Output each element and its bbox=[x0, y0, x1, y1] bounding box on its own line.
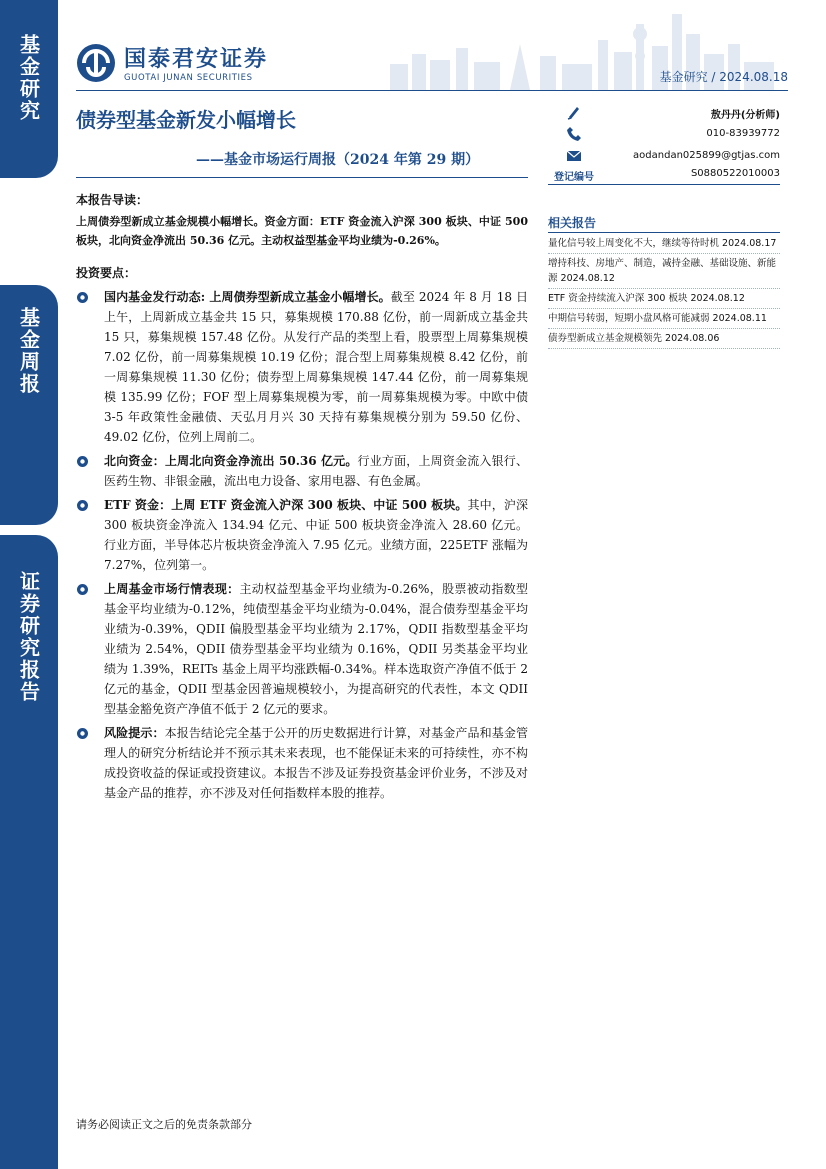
point-body: 其中，沪深 300 板块资金净流入 134.94 亿元、中证 500 板块资金净流入 28.60 亿元。行业方面，半导体芯片板块资金净流入 7.95 亿元。业绩方面，225ETF 涨幅为 7.27%，位列第一。 bbox=[104, 498, 528, 572]
sidebar-tab-securities-report bbox=[0, 535, 58, 1169]
analyst-email-row bbox=[548, 148, 780, 164]
point-body: 行业方面，上周资金流入银行、医药生物、非银金融，流出电力设备、家用电器、有色金属。 bbox=[104, 454, 528, 488]
point-lead: ETF 资金：上周 ETF 资金流入沪深 300 板块、中证 500 板块。 bbox=[104, 498, 468, 512]
point-item-risk bbox=[76, 723, 528, 803]
report-date: 2024.08.18 bbox=[719, 70, 788, 84]
registration-number: S0880522010003 bbox=[690, 168, 780, 179]
related-report-item[interactable]: 增持科技、房地产、制造，减持金融、基础设施、新能源 2024.08.12 bbox=[548, 254, 780, 289]
pen-icon bbox=[566, 104, 582, 120]
analyst-phone-row bbox=[548, 126, 780, 142]
point-item-northbound bbox=[76, 451, 528, 491]
bullet-icon bbox=[76, 499, 89, 512]
point-item-etf bbox=[76, 495, 528, 575]
point-lead: 上周基金市场行情表现： bbox=[104, 582, 240, 596]
title-divider bbox=[76, 177, 528, 178]
related-report-item[interactable]: 量化信号较上周变化不大，继续等待时机 2024.08.17 bbox=[548, 234, 780, 254]
report-title: 债券型基金新发小幅增长 bbox=[76, 108, 296, 132]
sidebar-top-label: 基金研究 bbox=[16, 34, 41, 122]
mail-icon bbox=[566, 148, 582, 164]
related-report-item[interactable]: 中期信号转弱，短期小盘风格可能减弱 2024.08.11 bbox=[548, 309, 780, 329]
analyst-phone: 010-83939772 bbox=[706, 128, 780, 139]
point-item-fund-issuance bbox=[76, 287, 528, 447]
sidebar-tab-fund-weekly bbox=[0, 285, 58, 525]
analyst-name: 敖丹丹(分析师) bbox=[710, 110, 780, 121]
point-lead: 国内基金发行动态: 上周债券型新成立基金小幅增长。 bbox=[104, 290, 391, 304]
header-meta bbox=[660, 68, 788, 85]
point-lead: 北向资金：上周北向资金净流出 50.36 亿元。 bbox=[104, 454, 358, 468]
guide-heading: 本报告导读： bbox=[76, 193, 149, 207]
company-logo bbox=[76, 42, 268, 83]
analyst-email[interactable]: aodandan025899@gtjas.com bbox=[633, 150, 780, 161]
point-body: 截至 2024 年 8 月 18 日上午，上周新成立基金共 15 只，募集规模 170.88 亿份，前一周新成立基金共 15 只，募集规模 157.48 亿份。从发行产品的类型上看，股票型上周募集规模 7.02 亿份，前一周募集规模 10.19 亿份；混合型上周募集规模 8.42 亿份，前一周募集规模 11.30 亿份；债券型上周募集规模 147.44 亿份，前一周募集规模 135.99 亿份；FOF 型上周募集规模为零，前一周募集规模为零。中欧中债 3-5 年政策性金融债、天弘月月兴 30 天持有募集规模分别为 59.50 亿份、49.02 亿份，位列上周前二。 bbox=[104, 290, 528, 444]
bullet-icon bbox=[76, 583, 89, 596]
related-reports-list bbox=[548, 234, 780, 349]
related-divider bbox=[548, 232, 780, 233]
point-body: 主动权益型基金平均业绩为-0.26%，股票被动指数型基金平均业绩为-0.12%，纯债型基金平均业绩为-0.04%，混合债券型基金平均业绩为-0.39%，QDII 偏股型基金平均业绩为 2.17%，QDII 指数型基金平均业绩为 2.54%，QDII 债券型基金平均业绩为 0.16%，QDII 另类基金平均业绩为 1.39%，REITs 基金上周平均涨跌幅-0.34%。样本选取资产净值不低于 2 亿元的基金，QDII 型基金因普遍规模较小，为提高研究的代表性，本文 QDII 型基金豁免资产净值不低于 2 亿元的要求。 bbox=[104, 582, 528, 716]
report-subtitle: ——基金市场运行周报（2024 年第 29 期） bbox=[196, 152, 480, 168]
guide-text: 上周债券型新成立基金规模小幅增长。资金方面：ETF 资金流入沪深 300 板块、中证 500 板块，北向资金净流出 50.36 亿元。主动权益型基金平均业绩为-0.26%。 bbox=[76, 215, 528, 247]
bullet-icon bbox=[76, 291, 89, 304]
points-heading: 投资要点： bbox=[76, 266, 137, 280]
related-heading: 相关报告 bbox=[548, 216, 597, 230]
report-category: 基金研究 bbox=[659, 70, 708, 84]
phone-icon bbox=[566, 126, 582, 142]
analyst-divider bbox=[548, 184, 780, 185]
meta-separator: / bbox=[711, 70, 720, 84]
sidebar-bottom-label: 证券研究报告 bbox=[16, 571, 41, 703]
bullet-icon bbox=[76, 727, 89, 740]
logo-icon bbox=[76, 43, 116, 83]
point-body: 本报告结论完全基于公开的历史数据进行计算，对基金产品和基金管理人的研究分析结论并不预示其未来表现，也不能保证未来的可持续性，亦不构成投资收益的保证或投资建议。本报告不涉及证券投资基金评价业务，不涉及对基金产品的推荐，亦不涉及对任何指数样本股的推荐。 bbox=[104, 726, 528, 800]
sidebar-middle-label: 基金周报 bbox=[16, 307, 41, 395]
related-report-item[interactable]: ETF 资金持续流入沪深 300 板块 2024.08.12 bbox=[548, 289, 780, 309]
bullet-icon bbox=[76, 455, 89, 468]
related-report-item[interactable]: 债券型新成立基金规模领先 2024.08.06 bbox=[548, 329, 780, 349]
logo-en-text: GUOTAI JUNAN SECURITIES bbox=[124, 73, 253, 83]
disclaimer-footer: 请务必阅读正文之后的免责条款部分 bbox=[76, 1118, 252, 1131]
sidebar-tab-fund-research bbox=[0, 0, 58, 178]
point-item-market-performance bbox=[76, 579, 528, 719]
investment-points bbox=[76, 287, 528, 807]
analyst-name-row bbox=[548, 104, 780, 120]
registration-label: 登记编号 bbox=[554, 172, 594, 183]
header-divider bbox=[76, 90, 788, 91]
logo-cn-text: 国泰君安证券 bbox=[124, 47, 269, 72]
point-lead: 风险提示： bbox=[104, 726, 165, 740]
